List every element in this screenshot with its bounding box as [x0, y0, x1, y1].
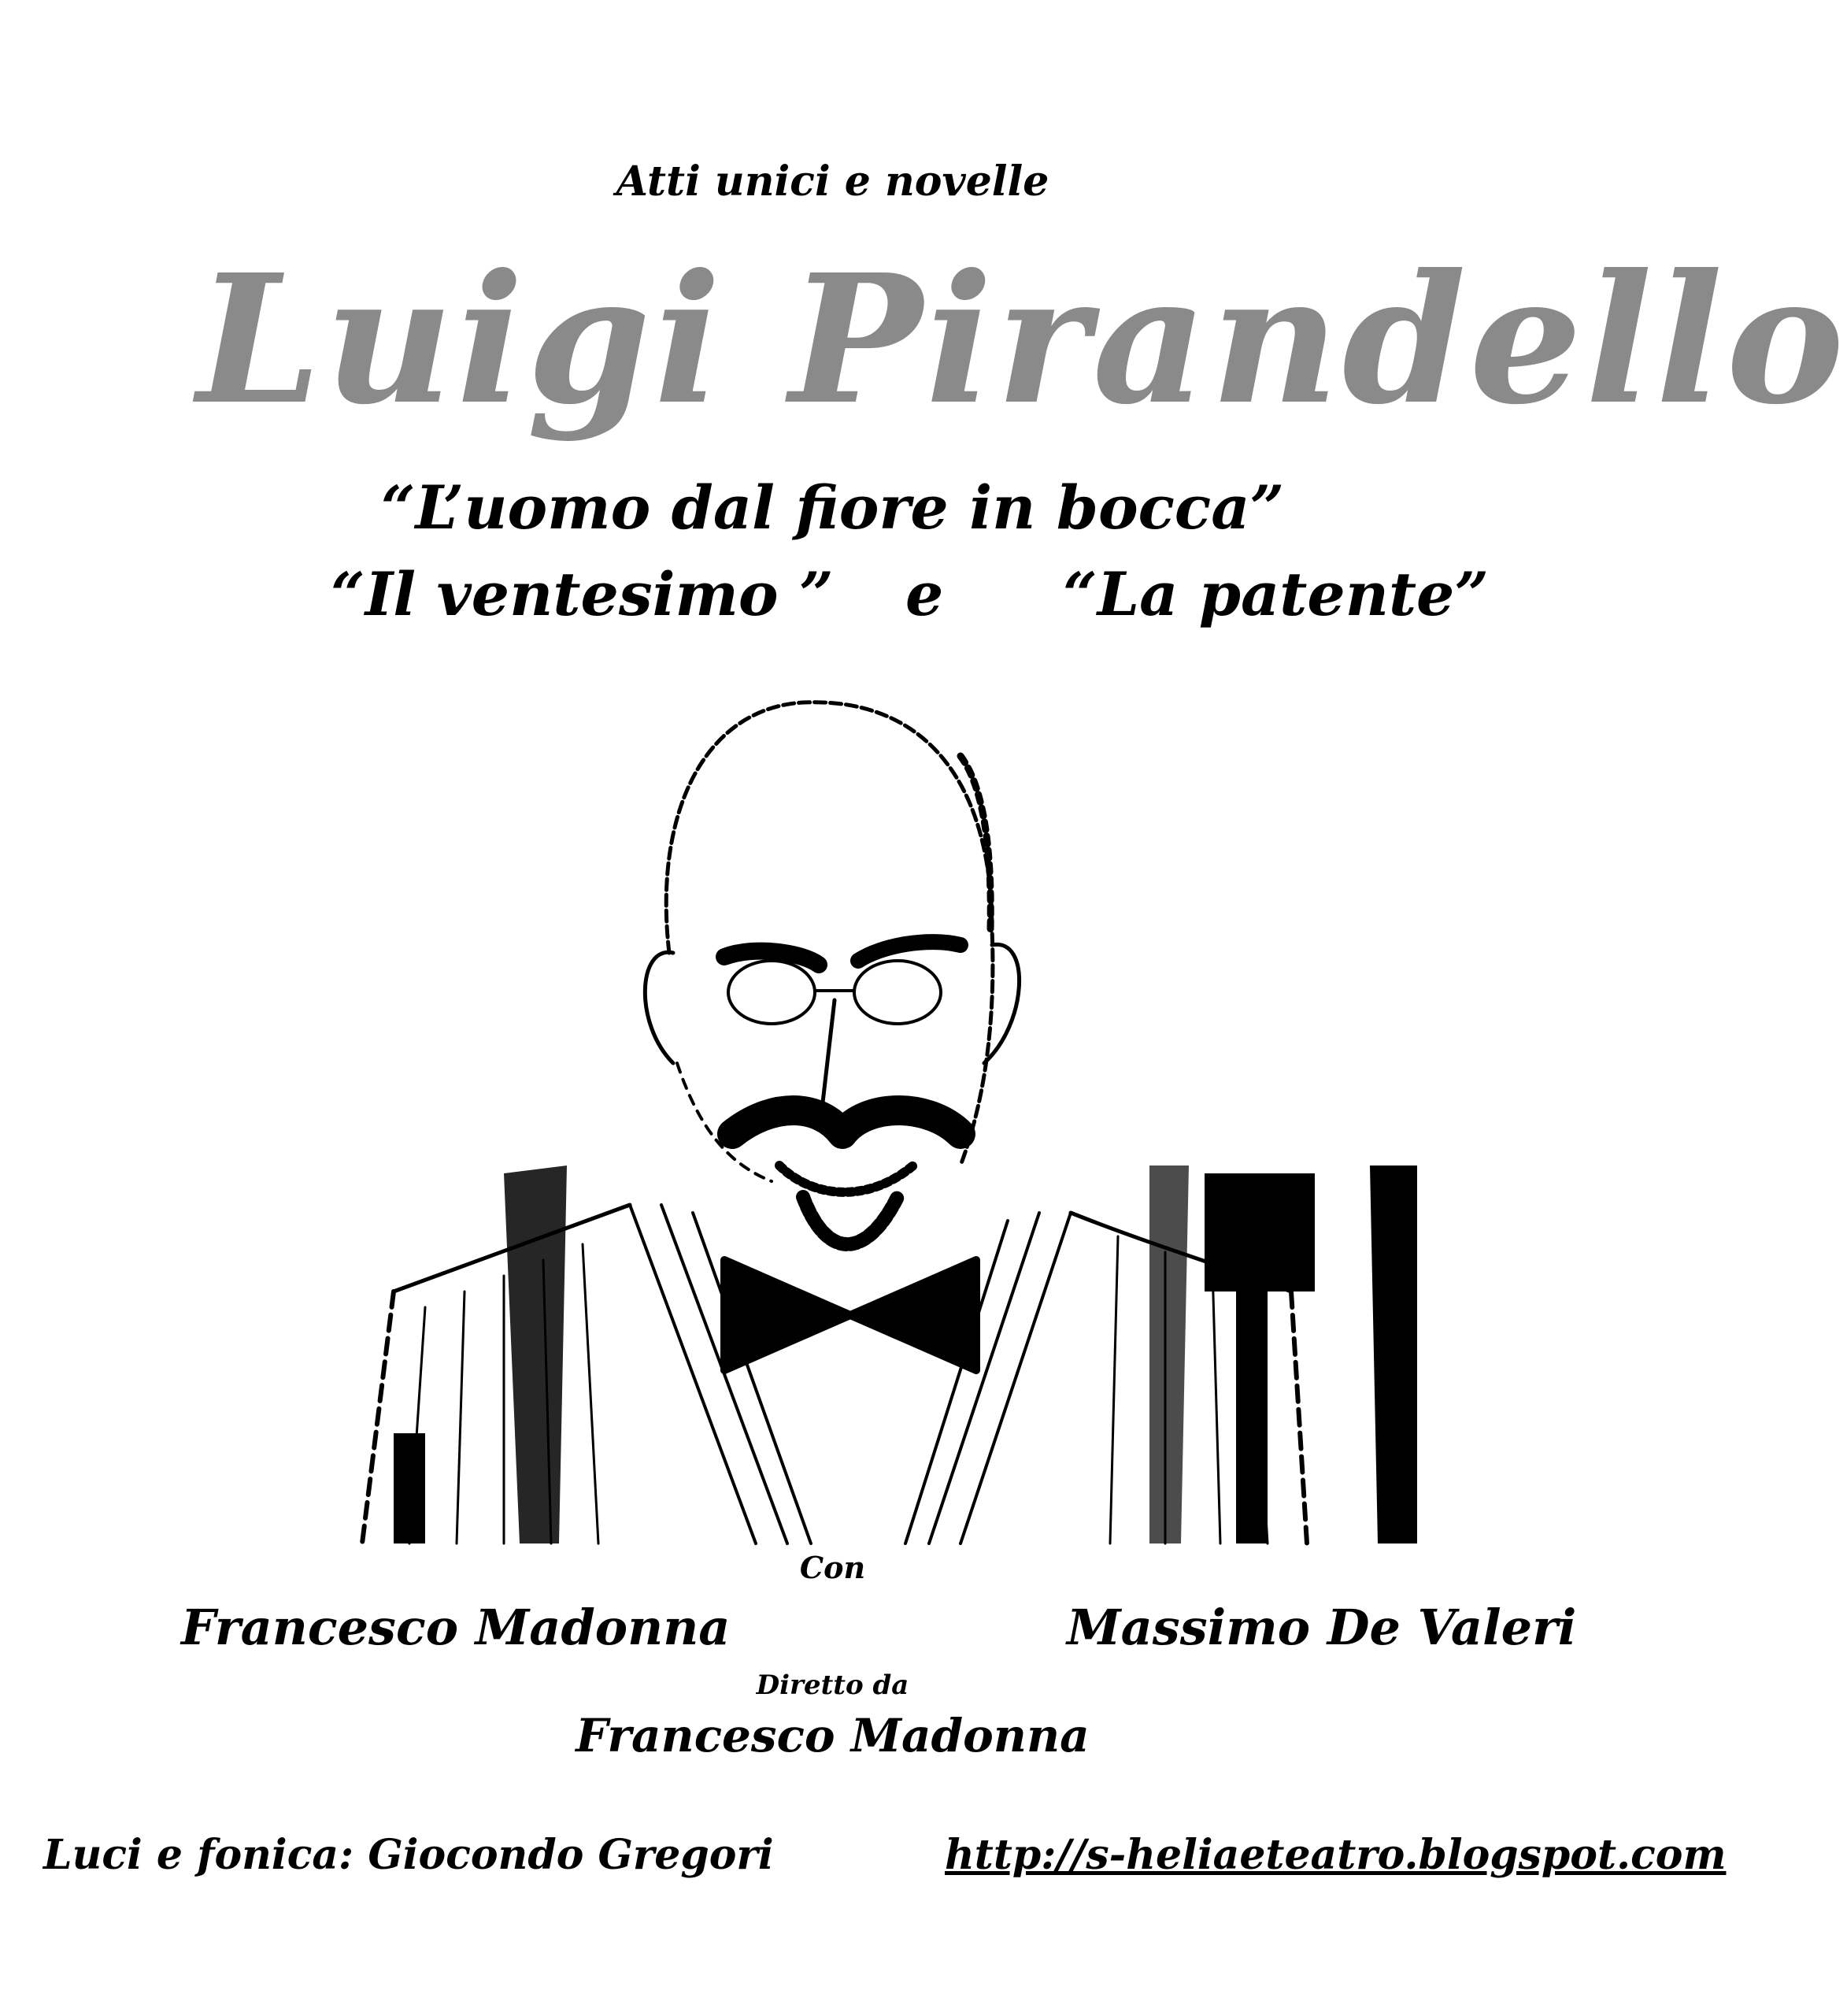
subtitle: Atti unici e novelle — [616, 158, 1049, 206]
website-link[interactable]: http://s-heliaeteatro.blogspot.com — [945, 1831, 1727, 1879]
directed-by-label: Diretto da — [756, 1670, 909, 1701]
play-title-1: “L’uomo dal fiore in bocca” — [380, 472, 1285, 543]
play-conjunction: e — [905, 559, 944, 629]
director-name: Francesco Madonna — [576, 1709, 1090, 1762]
lights-sound-credits: Luci e fonica: Giocondo Gregori — [43, 1831, 774, 1879]
portrait-image — [362, 693, 1433, 1544]
play-title-2: “Il ventesimo ” — [331, 559, 834, 629]
actor-name: Francesco Madonna — [181, 1599, 731, 1656]
actor-name: Massimo De Valeri — [1067, 1599, 1577, 1656]
play-title-3: “La patente” — [1063, 559, 1490, 629]
cast-label: Con — [799, 1550, 866, 1585]
author-title: Luigi Pirandello — [197, 236, 1847, 444]
